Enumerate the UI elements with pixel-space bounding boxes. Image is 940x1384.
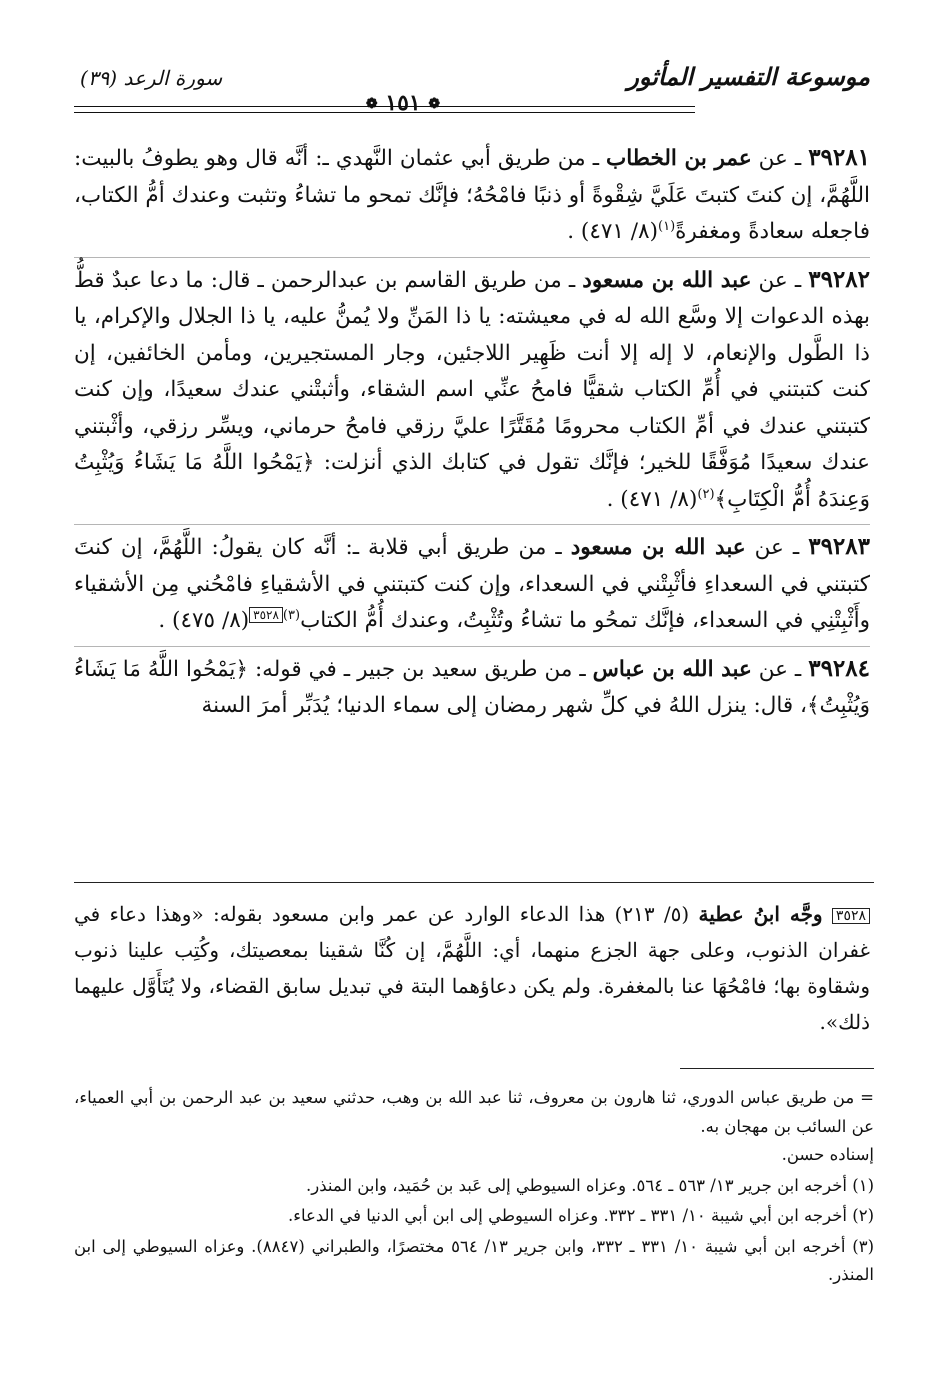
ornament-icon: ❁ bbox=[365, 96, 378, 112]
footnote-mark: (٣) bbox=[282, 607, 301, 623]
footnote-mark: (١) bbox=[658, 218, 676, 234]
commentary bbox=[74, 896, 870, 1040]
narrator-name: عبد الله بن عباس bbox=[592, 656, 752, 682]
narration-number: ٣٩٢٨٣ bbox=[808, 533, 870, 560]
narration-prefix: ـ عن bbox=[751, 267, 809, 293]
narration-number: ٣٩٢٨٤ bbox=[808, 654, 870, 682]
source-ref: . (٨/ ٤٧١) bbox=[567, 219, 658, 244]
commentary-text: (٥/ ٢١٣) هذا الدعاء الوارد عن عمر وابن مسعود بقوله: «وهذا دعاء في غفران الذنوب، وعلى جهة الجزع منهما، أي: اللَّهُمَّ، إن كُنَّا شقينا بمعصيتك، وكُتِب علينا ذنوب وشقاوة بها؛ فامْحُهَا عنا بالمغفرة. ولم يكن دعاؤهما البتة في تبديل سابق القضاء، ولا يُتَأَوَّل عليهما ذلك». bbox=[74, 902, 870, 1034]
narration-prefix: ـ عن bbox=[751, 146, 809, 171]
narration-text: ـ من طريق أبي قلابة ـ: أنَّه كان يقولُ: اللَّهُمَّ، إن كنتَ كتبتني في السعداءِ فأثْبِتْني في السعداء، وإن كنت كتبتني في الأشقياءِ فامْحُني مِن الأشقياء وأَثْبِتْنِي في السعداء، فإنَّك تمحُو ما تشاءُ وتُثْبِتُ، وعندك أُمُّ الكتاب bbox=[74, 535, 870, 633]
narration-entry bbox=[74, 257, 870, 519]
commentary-divider bbox=[74, 882, 874, 883]
cross-reference-box: ٣٥٢٨ bbox=[249, 607, 283, 623]
footnote-item: (٣) أخرجه ابن أبي شيبة ١٠/ ٣٣١ ـ ٣٣٢، وابن جرير ١٣/ ٥٦٤ مختصرًا، والطبراني (٨٨٤٧). وعزاه السيوطي إلى ابن المنذر. bbox=[74, 1236, 875, 1284]
surah-label: سورة الرعد (٣٩) bbox=[80, 66, 223, 90]
source-ref: . (٨/ ٤٧٥) bbox=[158, 608, 250, 633]
page-header bbox=[74, 58, 870, 128]
header-rule-left bbox=[74, 106, 474, 113]
ornament-icon: ❁ bbox=[428, 96, 441, 112]
book-title: موسوعة التفسير المأثور bbox=[627, 62, 870, 91]
narration-number: ٣٩٢٨٢ bbox=[808, 265, 870, 293]
isnad-grade: إسناده حسن. bbox=[781, 1145, 874, 1164]
narration-text: ـ من طريق أبي عثمان النَّهدي ـ: أنَّه قال وهو يطوفُ بالبيت: اللَّهُمَّ، إن كنتَ كتبتَ عَلَيَّ شِقْوةً أو ذنبًا فامْحُهُ؛ فإنَّك تمحو ما تشاءُ وتثبت وعندك أمُّ الكتاب، فاجعله سعادةً ومغفرةً bbox=[73, 146, 870, 244]
footnote-item: (٢) أخرجه ابن أبي شيبة ١٠/ ٣٣١ ـ ٣٣٢. وعزاه السيوطي إلى ابن أبي الدنيا في الدعاء. bbox=[287, 1206, 874, 1225]
narration-text: ـ من طريق القاسم بن عبدالرحمن ـ قال: ما دعا عبدٌ قطُّ بهذه الدعوات إلا وسَّع الله له في معيشته: يا ذا المَنِّ ولا يُمنُّ عليه، يا ذا الجلال والإكرام، يا ذا الطَّول والإنعام، لا إله إلا أنت ظَهِير اللاجئين، وجار المستجيرين، ومأمن الخائفين، إن كنت كتبتني في أُمِّ الكتاب شقيًّا فامحُ عنِّي اسم الشقاء، وأثبتْني عندك سعيدًا، وإن كنت كتبتني عندك في أمِّ الكتاب محرومًا مُقَتَّرًا عليَّ رزقي فامحُ حرماني، ويسِّر رزقي، وأثْبتني عندك سعيدًا مُوَفَّقًا للخير؛ فإنَّك تقول في كتابك الذي أنزلت: ﴿يَمْحُوا اللَّهُ مَا يَشَاءُ وَيُثْبِتُ وَعِندَهُ أُمُّ الْكِتَابِ﴾ bbox=[74, 267, 870, 512]
narration-entry bbox=[74, 646, 870, 725]
page-number-value: ١٥١ bbox=[385, 90, 421, 116]
header-rule-right bbox=[435, 106, 695, 113]
commentator-name: وجَّه ابنُ عطية bbox=[698, 902, 823, 926]
footnote-mark: (٢) bbox=[697, 486, 715, 502]
narrator-name: عبد الله بن مسعود bbox=[570, 535, 746, 560]
narrator-name: عمر بن الخطاب bbox=[606, 146, 752, 171]
narrations bbox=[74, 140, 870, 731]
narration-entry bbox=[74, 140, 870, 251]
source-ref: . (٨/ ٤٧١) bbox=[606, 486, 698, 512]
narration-text: ـ من طريق سعيد بن جبير ـ في قوله: ﴿يَمْحُوا اللَّهُ مَا يَشَاءُ وَيُثْبِتُ﴾، قال: ينزل اللهُ في كلِّ شهر رمضان إلى سماء الدنيا؛ يُدَبِّر أمرَ السنة bbox=[74, 656, 870, 718]
cross-reference-box: ٣٥٢٨ bbox=[832, 908, 870, 924]
footnotes bbox=[74, 1084, 874, 1290]
footnote-item: (١) أخرجه ابن جرير ١٣/ ٥٦٣ ـ ٥٦٤. وعزاه السيوطي إلى عَبد بن حُمَيد، وابن المنذر. bbox=[306, 1175, 874, 1195]
narrator-name: عبد الله بن مسعود bbox=[582, 267, 752, 293]
footnote-divider bbox=[680, 1068, 874, 1069]
footnote-continuation: = من طريق عباس الدوري، ثنا هارون بن معروف، ثنا عبد الله بن وهب، حدثني سعيد بن عبد الرحمن بن أبي العمياء، عن السائب بن مهجان به. bbox=[74, 1088, 874, 1136]
narration-number: ٣٩٢٨١ bbox=[808, 144, 870, 171]
narration-entry bbox=[74, 524, 870, 640]
narration-prefix: ـ عن bbox=[745, 535, 809, 560]
narration-prefix: ـ عن bbox=[751, 656, 809, 682]
